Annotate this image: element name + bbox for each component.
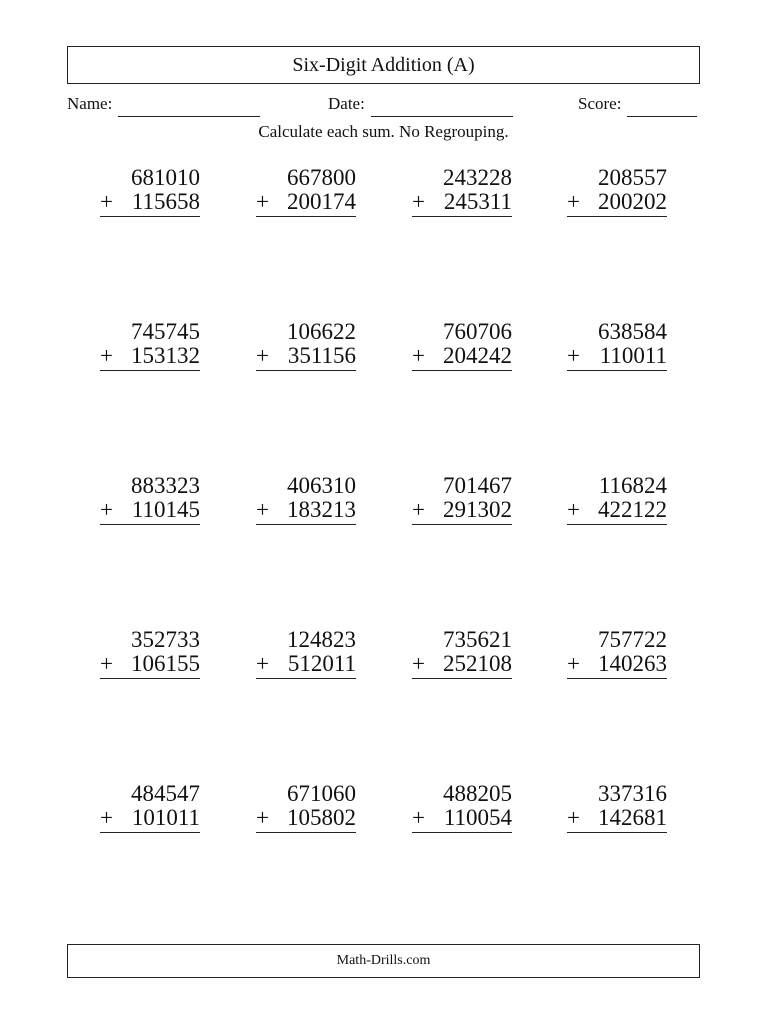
plus-operator: + bbox=[256, 805, 269, 830]
plus-operator: + bbox=[256, 189, 269, 214]
addition-problem bbox=[100, 166, 200, 217]
plus-operator: + bbox=[256, 651, 269, 676]
problem-bottom-line bbox=[567, 190, 667, 217]
name-blank-line bbox=[118, 92, 260, 117]
date-blank-line bbox=[371, 92, 513, 117]
problem-top-number: 208557 bbox=[598, 165, 667, 190]
problem-top-number: 352733 bbox=[131, 627, 200, 652]
problem-top-number: 735621 bbox=[443, 627, 512, 652]
problem-bottom-number: 115658 bbox=[131, 189, 200, 214]
problem-top-number: 681010 bbox=[131, 165, 200, 190]
plus-operator: + bbox=[412, 805, 425, 830]
addition-problem bbox=[256, 166, 356, 217]
score-blank-line bbox=[627, 92, 697, 117]
problem-bottom-line bbox=[567, 652, 667, 679]
problem-top-number: 757722 bbox=[598, 627, 667, 652]
problem-bottom-number: 351156 bbox=[287, 343, 356, 368]
problem-top-number: 667800 bbox=[287, 165, 356, 190]
plus-operator: + bbox=[412, 189, 425, 214]
addition-problem bbox=[256, 782, 356, 833]
problem-bottom-number: 142681 bbox=[598, 805, 667, 830]
problem-bottom-line bbox=[567, 806, 667, 833]
plus-operator: + bbox=[100, 805, 113, 830]
addition-problem bbox=[412, 782, 512, 833]
addition-problem bbox=[100, 782, 200, 833]
problem-top-number: 671060 bbox=[287, 781, 356, 806]
problem-top-number: 116824 bbox=[598, 473, 667, 498]
addition-problem bbox=[256, 320, 356, 371]
addition-problem bbox=[100, 320, 200, 371]
addition-problem bbox=[412, 628, 512, 679]
plus-operator: + bbox=[100, 497, 113, 522]
problem-bottom-number: 200202 bbox=[598, 189, 667, 214]
addition-problem bbox=[100, 474, 200, 525]
problem-top-number: 484547 bbox=[131, 781, 200, 806]
worksheet-title bbox=[67, 46, 700, 84]
problem-top-number: 124823 bbox=[287, 627, 356, 652]
problem-bottom-line bbox=[100, 806, 200, 833]
problem-bottom-line bbox=[412, 652, 512, 679]
problem-bottom-line bbox=[256, 652, 356, 679]
problem-bottom-number: 183213 bbox=[287, 497, 356, 522]
addition-problem bbox=[100, 628, 200, 679]
problem-bottom-line bbox=[256, 344, 356, 371]
plus-operator: + bbox=[567, 651, 580, 676]
plus-operator: + bbox=[100, 343, 113, 368]
score-field bbox=[578, 92, 697, 117]
problem-bottom-number: 101011 bbox=[131, 805, 200, 830]
problem-top-number: 883323 bbox=[131, 473, 200, 498]
problem-bottom-line bbox=[567, 344, 667, 371]
problem-bottom-line bbox=[256, 498, 356, 525]
problem-bottom-number: 110145 bbox=[131, 497, 200, 522]
problem-bottom-number: 110011 bbox=[599, 343, 667, 368]
problem-bottom-number: 200174 bbox=[287, 189, 356, 214]
problem-top-number: 106622 bbox=[287, 319, 356, 344]
addition-problem bbox=[412, 320, 512, 371]
problem-bottom-line bbox=[100, 190, 200, 217]
plus-operator: + bbox=[256, 497, 269, 522]
date-field bbox=[328, 92, 513, 117]
worksheet-title-text: Six-Digit Addition (A) bbox=[292, 53, 475, 76]
plus-operator: + bbox=[100, 651, 113, 676]
footer-text: Math-Drills.com bbox=[336, 953, 431, 968]
addition-problem bbox=[412, 166, 512, 217]
problem-bottom-number: 512011 bbox=[287, 651, 356, 676]
problem-top-number: 638584 bbox=[598, 319, 667, 344]
problem-bottom-line bbox=[412, 806, 512, 833]
date-label: Date: bbox=[328, 94, 365, 113]
name-label: Name: bbox=[67, 94, 113, 113]
problem-bottom-line bbox=[412, 498, 512, 525]
problem-bottom-number: 245311 bbox=[443, 189, 512, 214]
problem-top-number: 337316 bbox=[598, 781, 667, 806]
problem-top-number: 760706 bbox=[443, 319, 512, 344]
problem-bottom-number: 140263 bbox=[598, 651, 667, 676]
score-label: Score: bbox=[578, 94, 622, 113]
problem-top-number: 243228 bbox=[443, 165, 512, 190]
problem-bottom-line bbox=[100, 344, 200, 371]
plus-operator: + bbox=[412, 651, 425, 676]
problem-top-number: 701467 bbox=[443, 473, 512, 498]
plus-operator: + bbox=[567, 343, 580, 368]
name-field bbox=[67, 92, 260, 117]
plus-operator: + bbox=[256, 343, 269, 368]
addition-problem bbox=[567, 474, 667, 525]
problem-bottom-line bbox=[256, 190, 356, 217]
problem-bottom-line bbox=[412, 190, 512, 217]
plus-operator: + bbox=[567, 189, 580, 214]
problem-top-number: 745745 bbox=[131, 319, 200, 344]
problem-bottom-line bbox=[100, 652, 200, 679]
problem-bottom-line bbox=[100, 498, 200, 525]
plus-operator: + bbox=[100, 189, 113, 214]
problem-bottom-number: 291302 bbox=[443, 497, 512, 522]
problem-top-number: 488205 bbox=[443, 781, 512, 806]
addition-problem bbox=[567, 782, 667, 833]
problem-bottom-number: 422122 bbox=[598, 497, 667, 522]
plus-operator: + bbox=[567, 805, 580, 830]
plus-operator: + bbox=[412, 343, 425, 368]
problem-bottom-line bbox=[567, 498, 667, 525]
addition-problem bbox=[567, 166, 667, 217]
plus-operator: + bbox=[567, 497, 580, 522]
problem-bottom-number: 252108 bbox=[443, 651, 512, 676]
student-fields bbox=[67, 92, 700, 120]
plus-operator: + bbox=[412, 497, 425, 522]
addition-problem bbox=[256, 628, 356, 679]
problem-top-number: 406310 bbox=[287, 473, 356, 498]
problem-bottom-number: 106155 bbox=[131, 651, 200, 676]
footer bbox=[67, 944, 700, 978]
problem-bottom-line bbox=[256, 806, 356, 833]
addition-problem bbox=[256, 474, 356, 525]
problem-bottom-line bbox=[412, 344, 512, 371]
problem-bottom-number: 204242 bbox=[443, 343, 512, 368]
problem-bottom-number: 110054 bbox=[443, 805, 512, 830]
problem-bottom-number: 105802 bbox=[287, 805, 356, 830]
addition-problem bbox=[567, 320, 667, 371]
addition-problem bbox=[412, 474, 512, 525]
addition-problem bbox=[567, 628, 667, 679]
instructions: Calculate each sum. No Regrouping. bbox=[258, 122, 509, 141]
problem-bottom-number: 153132 bbox=[131, 343, 200, 368]
